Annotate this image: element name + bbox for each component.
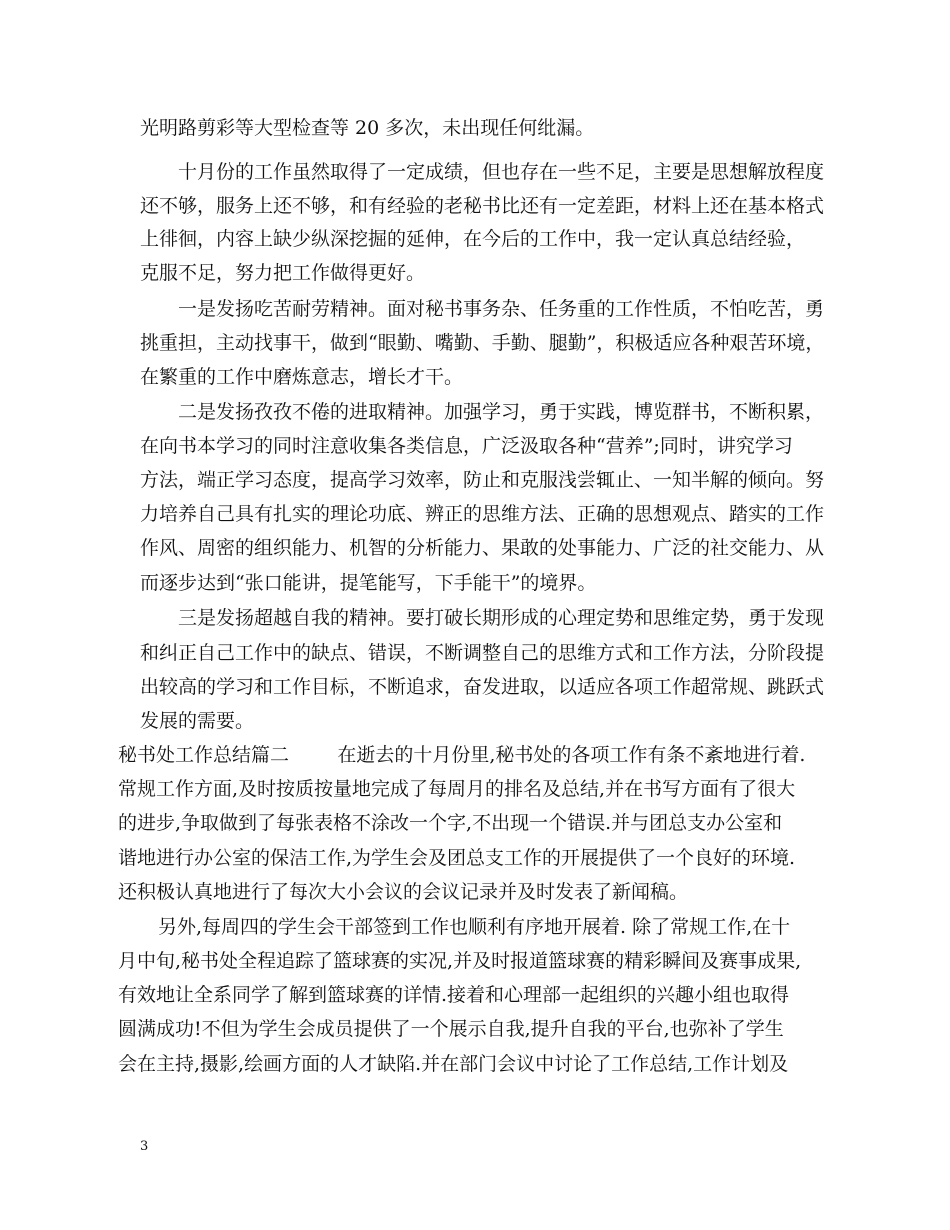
paragraph-line: 有效地让全系同学了解到篮球赛的详情.接着和心理部一起组织的兴趣小组也取得: [118, 984, 790, 1006]
section-heading-line: 秘书处工作总结篇二 在逝去的十月份里,秘书处的各项工作有条不紊地进行着.: [118, 744, 806, 766]
paragraph-line: 谐地进行办公室的保洁工作,为学生会及团总支工作的开展提供了一个良好的环境.: [118, 847, 796, 869]
paragraph-line: 光明路剪彩等大型检查等 20 多次，未出现任何纰漏。: [140, 117, 595, 139]
paragraph-line: 另外,每周四的学生会干部签到工作也顺利有序地开展着. 除了常规工作,在十: [158, 916, 791, 938]
page-number: 3: [140, 1139, 149, 1154]
paragraph-line: 的进步,争取做到了每张表格不涂改一个字,不出现一个错误.并与团总支办公室和: [118, 812, 783, 834]
paragraph-line: 挑重担，主动找事干，做到“眼勤、嘴勤、手勤、腿勤”，积极适应各种艰苦环境，: [140, 332, 825, 354]
paragraph-line: 发展的需要。: [140, 710, 255, 732]
paragraph-line: 和纠正自己工作中的缺点、错误，不断调整自己的思维方式和工作方法，分阶段提: [140, 642, 825, 664]
paragraph-line: 还不够，服务上还不够，和有经验的老秘书比还有一定差距，材料上还在基本格式: [140, 195, 825, 217]
paragraph-line: 而逐步达到“张口能讲，提笔能写，下手能干”的境界。: [140, 572, 597, 594]
paragraph-line: 二是发扬孜孜不倦的进取精神。加强学习，勇于实践，博览群书，不断积累，: [178, 401, 825, 423]
paragraph-line: 克服不足，努力把工作做得更好。: [140, 262, 426, 284]
paragraph-line: 会在主持,摄影,绘画方面的人才缺陷.并在部门会议中讨论了工作总结,工作计划及: [118, 1053, 789, 1075]
paragraph-line: 十月份的工作虽然取得了一定成绩，但也存在一些不足，主要是思想解放程度: [178, 161, 825, 183]
paragraph-line: 还积极认真地进行了每次大小会议的会议记录并及时发表了新闻稿。: [118, 881, 689, 903]
paragraph-line: 上徘徊，内容上缺少纵深挖掘的延伸，在今后的工作中，我一定认真总结经验，: [140, 228, 806, 250]
paragraph-line: 出较高的学习和工作目标，不断追求，奋发进取，以适应各项工作超常规、跳跃式: [140, 676, 825, 698]
paragraph-line: 月中旬,秘书处全程追踪了篮球赛的实况,并及时报道篮球赛的精彩瞬间及赛事成果,: [118, 950, 802, 972]
paragraph-line: 作风、周密的组织能力、机智的分析能力、果敢的处事能力、广泛的社交能力、从: [140, 537, 825, 559]
paragraph-line: 三是发扬超越自我的精神。要打破长期形成的心理定势和思维定势，勇于发现: [178, 607, 825, 629]
paragraph-line: 方法，端正学习态度，提高学习效率，防止和克服浅尝辄止、一知半解的倾向。努: [140, 469, 825, 491]
paragraph-line: 力培养自己具有扎实的理论功底、辨正的思维方法、正确的思想观点、踏实的工作: [140, 503, 825, 525]
paragraph-line: 一是发扬吃苦耐劳精神。面对秘书事务杂、任务重的工作性质，不怕吃苦，勇: [178, 298, 825, 320]
paragraph-line: 在向书本学习的同时注意收集各类信息，广泛汲取各种“营养”;同时，讲究学习: [140, 435, 793, 457]
paragraph-line: 常规工作方面,及时按质按量地完成了每周月的排名及总结,并在书写方面有了很大: [118, 778, 796, 800]
paragraph-line: 圆满成功!不但为学生会成员提供了一个展示自我,提升自我的平台,也弥补了学生: [118, 1018, 784, 1040]
paragraph-line: 在繁重的工作中磨炼意志，增长才干。: [140, 366, 464, 388]
